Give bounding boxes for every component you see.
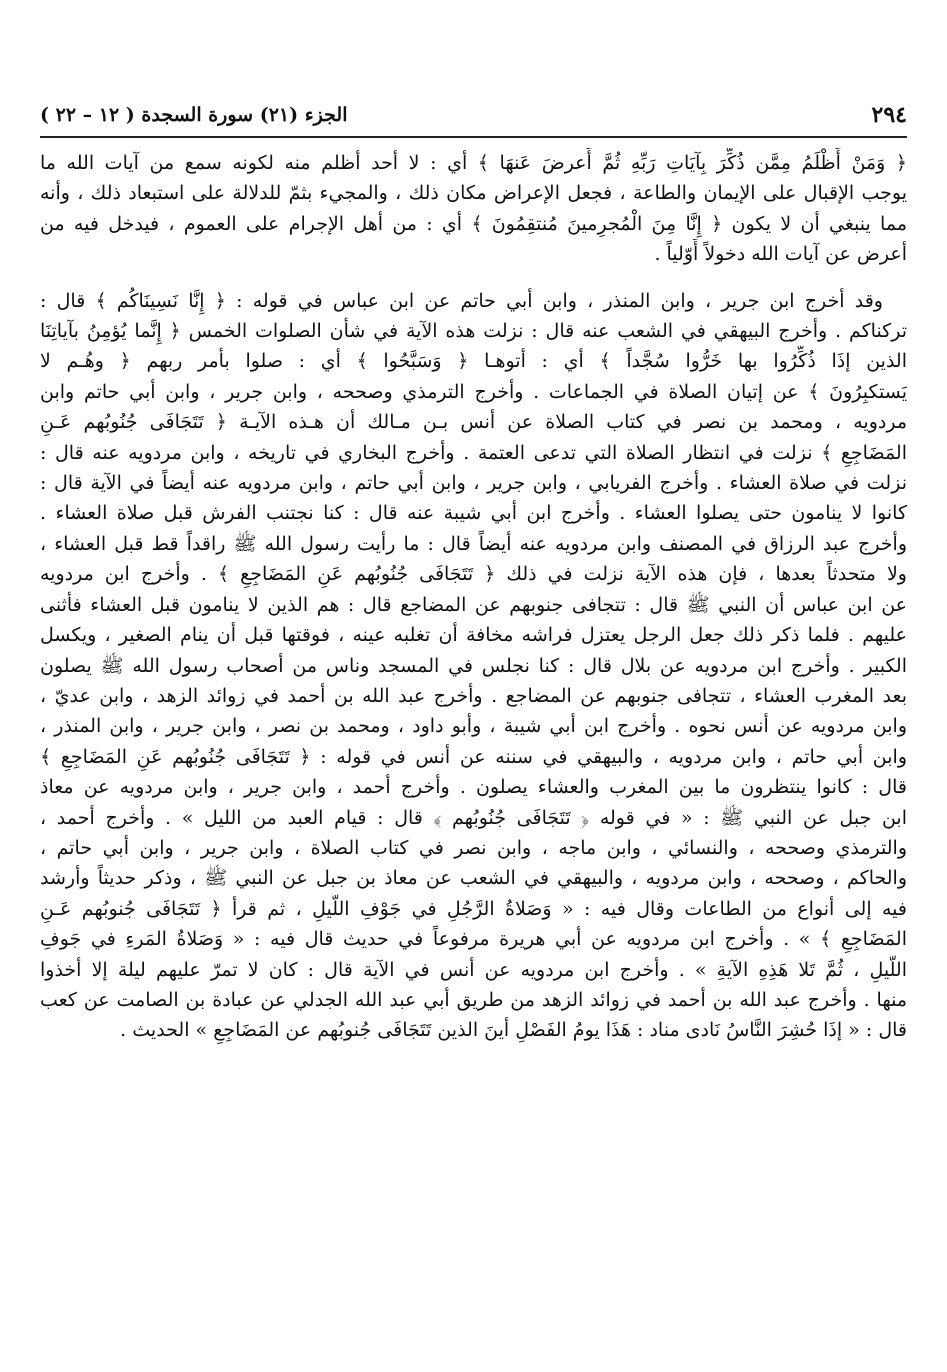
paragraph-second bbox=[40, 286, 907, 1046]
page-body bbox=[40, 148, 907, 1046]
text-line: والترمذي وصححه ، والنسائي ، وابن ماجه ، وابن نصر في كتاب الصلاة ، وابن جرير ، وابن أبي حاتم ، bbox=[40, 836, 907, 859]
text-line: ابن جبل عن النبي ﷺ : « في قوله ﴿ تَتَجَافَى جُنُوبُهم ﴾ قال : قيام العبد من الليل » . وأخرج أحمد ، bbox=[40, 806, 907, 829]
text-line: اللَّيلِ ، ثُمَّ تَلا هَذِهِ الآيةِ » . وأخرج ابن مردويه عن أنس في الآية قال : كان لا تمرّ عليهم ليلة إلا أخذوا bbox=[40, 958, 907, 981]
running-title: الجزء (٢١) سورة السجدة ( ١٢ – ٢٢ ) bbox=[40, 104, 348, 126]
page-number: ٢٩٤ bbox=[871, 102, 907, 128]
text-line: بعد المغرب العشاء ، تتجافى جنوبهم عن المضاجع . وأخرج عبد الله بن أحمد في زوائد الزهد ، وابن عديّ ، bbox=[40, 684, 907, 707]
text-line: عليهم . فلما ذكر ذلك جعل الرجل يعتزل فراشه مخافة أن تغلبه عينه ، فوقتها قبل أن ينام الصغير ، ويكسل bbox=[40, 624, 907, 647]
text-line: كانوا لا ينامون حتى يصلوا العشاء . وأخرج ابن أبي شيبة عنه قال : كنا نجتنب الفرش قبل صلاة العشاء . bbox=[40, 502, 907, 525]
text-line: نزلت في صلاة العشاء . وأخرج الفريابي ، وابن جرير ، وابن أبي حاتم ، وابن مردويه عنه أيضاً في الآية قال : bbox=[40, 472, 907, 495]
text-line: مردويه ، ومحمد بن نصر في كتاب الصلاة عن أنس بـن مـالك أن هـذه الآيـة ﴿ تَتَجَافَى جُنُوبُهم عَـنِ bbox=[40, 411, 907, 434]
text-line: وأخرج عبد الرزاق في المصنف وابن مردويه عنه أيضاً قال : ما رأيت رسول الله ﷺ راقداً قط قبل العشاء ، bbox=[40, 532, 907, 555]
paragraph-first bbox=[40, 148, 907, 270]
text-line: وابن أبي حاتم ، وابن مردويه ، والبيهقي في سننه عن أنس في قوله : ﴿ تَتَجَافَى جُنُوبُهم عَنِ المَضَاجِعِ ﴾ bbox=[40, 745, 907, 768]
text-line: قال : كانوا ينتظرون ما بين المغرب والعشاء يصلون . وأخرج أحمد ، وابن جرير ، وابن مردويه عن معاذ bbox=[40, 776, 907, 799]
text-line: يوجب الإقبال على الإيمان والطاعة ، فجعل الإعراض مكان ذلك ، والمجيء بثمّ للدلالة على استبعاد ذلك ، وأنه bbox=[40, 182, 907, 205]
text-line: المَضَاجِعِ ﴾ » . وأخرج ابن مردويه عن أبي هريرة مرفوعاً في حديث قال فيه : « وَصَلاةُ المَرءِ في جَوفِ bbox=[40, 928, 907, 951]
text-line: عن ابن عباس أن النبي ﷺ قال : تتجافى جنوبهم عن المضاجع قال : هم الذين لا ينامون قبل العشاء فأثنى bbox=[40, 593, 907, 616]
text-line: الذين إذَا ذُكِّرُوا بها خَرُّوا سُجَّداً ﴾ أي : أتوهـا ﴿ وَسَبَّحُوا ﴾ أي : صلوا بأمر ربهم ﴿ وهُـم لا bbox=[40, 350, 907, 373]
text-line: تركناكم . وأخرج البيهقي في الشعب عنه قال : نزلت هذه الآية في شأن الصلوات الخمس ﴿ إِنَّما يُؤمِنُ بآياتِنَا bbox=[40, 320, 907, 343]
text-line: المَضَاجِعِ ﴾ نزلت في انتظار الصلاة التي تدعى العتمة . وأخرج البخاري في تاريخه ، وابن مردويه عنه قال : bbox=[40, 441, 907, 464]
text-line: وابن مردويه عن أنس نحوه . وأخرج ابن أبي شيبة ، وأبو داود ، ومحمد بن نصر ، وابن جرير ، وابن المنذر ، bbox=[40, 715, 907, 738]
text-line: ﴿ وَمَنْ أَظْلَمُ مِمَّن ذُكِّرَ بِآيَاتِ رَبِّهِ ثُمَّ أَعرضَ عَنهَا ﴾ أي : لا أحد أظلم منه لكونه سمع من آيات الله ما bbox=[40, 152, 907, 174]
text-line: ولا متحدثاً بعدها ، فإن هذه الآية نزلت في ذلك ﴿ تَتَجَافَى جُنُوبُهم عَنِ المَضَاجِعِ ﴾ . وأخرج ابن مردويه bbox=[40, 563, 907, 586]
page-header bbox=[40, 100, 907, 138]
text-line: والحاكم ، وصححه ، وابن مردويه ، والبيهقي في الشعب عن معاذ بن جبل عن النبي ﷺ ، وذكر حديثاً وأرشد bbox=[40, 867, 907, 890]
text-line: فيه إلى أنواع من الطاعات وقال فيه : « وَصَلاةُ الرَّجُلِ في جَوْفِ اللَّيلِ ، ثم قرأ ﴿ تَتَجَافَى جُنوبُهم عَـنِ bbox=[40, 897, 907, 920]
text-line: قال : « إذَا حُشِرَ النَّاسُ نَادى مناد : هَذَا يومُ الفَصْلِ أينَ الذين تَتَجَافَى جُنوبُهم عن المَضَاجِعِ » الحديث . bbox=[120, 1019, 907, 1042]
text-line: يَستكبِرُونَ ﴾ عن إتيان الصلاة في الجماعات . وأخرج الترمذي وصححه ، وابن جرير ، وابن أبي حاتم وابن bbox=[40, 380, 907, 403]
text-line: الكبير . وأخرج ابن مردويه عن بلال قال : كنا نجلس في المسجد وناس من أصحاب رسول الله ﷺ يصلون bbox=[40, 654, 907, 677]
text-line: منها . وأخرج عبد الله بن أحمد في زوائد الزهد من طريق أبي عبد الله الجدلي عن عبادة بن الصامت عن كعب bbox=[40, 988, 907, 1011]
text-line: وقد أخرج ابن جرير ، وابن المنذر ، وابن أبي حاتم عن ابن عباس في قوله : ﴿ إِنَّا نَسِينَاكُم ﴾ قال : bbox=[40, 289, 883, 312]
text-line: مما ينبغي أن لا يكون ﴿ إِنَّا مِنَ الْمُجرِمينَ مُنتقِمُونَ ﴾ أي : من أهل الإجرام على العموم ، فيدخل فيه من bbox=[40, 212, 907, 235]
text-line: أعرض عن آيات الله دخولاً أَوّلياً . bbox=[654, 243, 907, 266]
